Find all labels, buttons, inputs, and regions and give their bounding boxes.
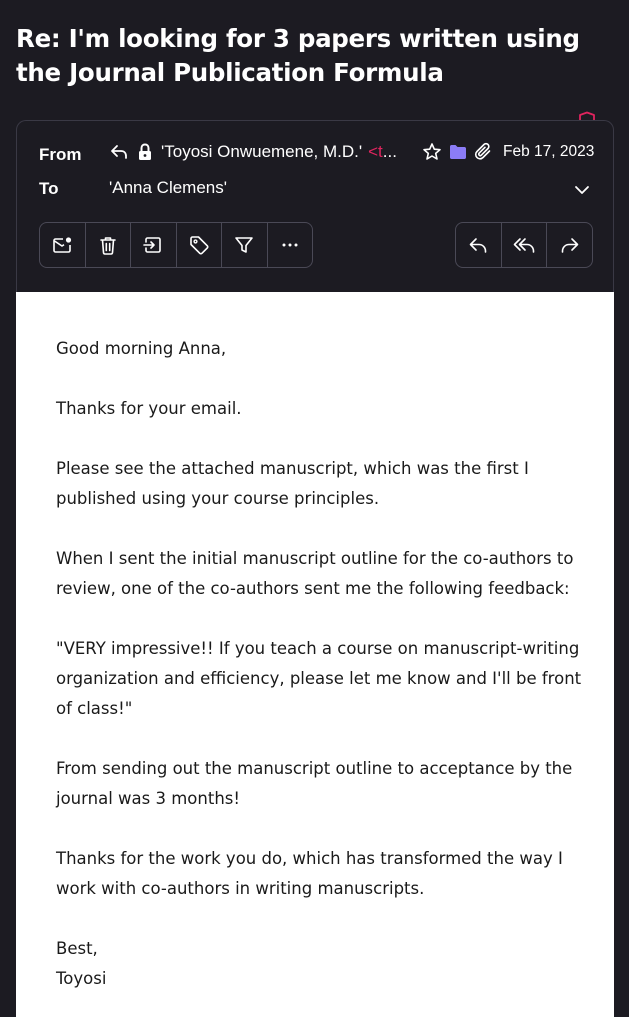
folder-icon <box>447 141 469 163</box>
sender-name: 'Toyosi Onwuemene, M.D.' <box>161 142 363 161</box>
message-header <box>16 120 614 292</box>
message-text <box>56 334 586 994</box>
filter-button[interactable] <box>222 223 268 267</box>
lock-icon <box>135 142 155 162</box>
body-paragraph-5: From sending out the manuscript outline to acceptance by the journal was 3 months! <box>56 759 573 808</box>
body-paragraph-6: Thanks for the work you do, which has transformed the way I work with co-authors in writing manuscripts. <box>56 849 563 898</box>
delete-button[interactable] <box>86 223 132 267</box>
more-icon <box>279 234 301 256</box>
envelope-dot-icon <box>51 234 73 256</box>
sender-ellipsis: ... <box>382 142 397 161</box>
reply-all-button[interactable] <box>502 223 548 267</box>
to-label: To <box>39 179 59 198</box>
message-body <box>16 292 614 1017</box>
mark-unread-button[interactable] <box>40 223 86 267</box>
tag-icon <box>188 234 210 256</box>
reply-all-icon <box>513 234 535 256</box>
recipient[interactable]: 'Anna Clemens' <box>109 178 227 197</box>
body-signature: Toyosi <box>56 969 107 988</box>
star-icon[interactable] <box>421 141 443 163</box>
move-to-folder-icon <box>142 234 164 256</box>
email-subject: Re: I'm looking for 3 papers written using the Journal Publication Formula <box>16 24 580 87</box>
sender[interactable] <box>109 142 397 162</box>
more-button[interactable] <box>268 223 313 267</box>
label-button[interactable] <box>177 223 223 267</box>
forward-icon <box>559 234 581 256</box>
chevron-down-icon[interactable] <box>573 181 591 199</box>
reply-icon <box>467 234 489 256</box>
body-paragraph-4: "VERY impressive!! If you teach a course on manuscript-writing organization and efficiency, please let me know and I'll be front of class!" <box>56 639 582 718</box>
move-button[interactable] <box>131 223 177 267</box>
body-paragraph-1: Thanks for your email. <box>56 399 242 418</box>
from-label: From <box>39 145 82 164</box>
message-date: Feb 17, 2023 <box>503 143 595 160</box>
forward-button[interactable] <box>547 223 592 267</box>
body-paragraph-3: When I sent the initial manuscript outline for the co-authors to review, one of the co-authors sent me the following feedback: <box>56 549 574 598</box>
message-flags <box>421 141 499 163</box>
trash-icon <box>97 234 119 256</box>
body-signoff: Best, <box>56 939 98 958</box>
body-paragraph-2: Please see the attached manuscript, which was the first I published using your course principles. <box>56 459 529 508</box>
reply-actions-toolbar <box>455 222 593 268</box>
paperclip-icon <box>473 141 495 163</box>
filter-icon <box>233 234 255 256</box>
body-greeting: Good morning Anna, <box>56 339 227 358</box>
sender-email: <t <box>368 142 383 161</box>
reply-button[interactable] <box>456 223 502 267</box>
message-actions-toolbar <box>39 222 313 268</box>
replied-icon <box>109 142 129 162</box>
